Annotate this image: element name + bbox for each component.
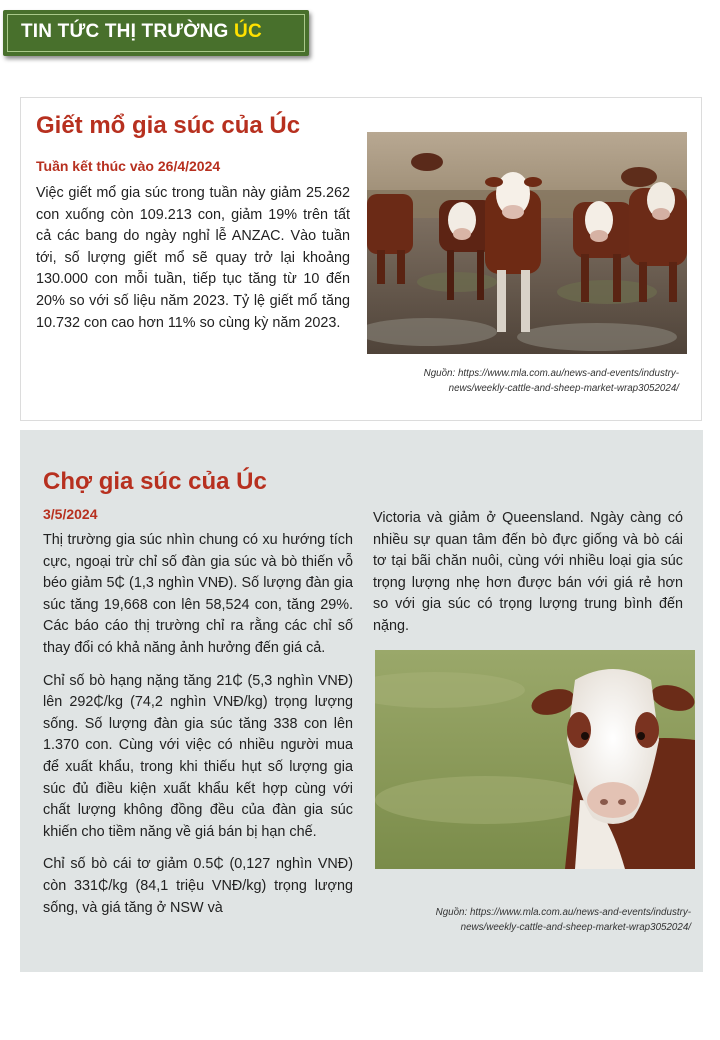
market-paragraph-2: Chỉ số bò hạng nặng tăng 21₵ (5,3 nghìn VNĐ) lên 292₵/kg (74,2 nghìn VNĐ/kg) trọng lượng sống. Số lượng đàn gia súc tăng 338 con lên 1.370 con. Cùng với việc có nhiều người mua để xuất khẩu, trong khi thiếu hụt số lượng gia súc đủ điều kiện xuất khẩu kết hợp cùng với chất lượng không đồng đều của đàn gia súc khiến cho tiềm năng về giá bán bị hạn chế.: [43, 672, 353, 840]
slaughter-source-line1: Nguồn: https://www.mla.com.au/news-and-events/industry-: [423, 368, 679, 379]
market-source: [436, 905, 691, 935]
market-right-column: [373, 508, 683, 649]
slaughter-title: Giết mổ gia súc của Úc: [36, 112, 301, 139]
banner-title-accent: ÚC: [234, 21, 262, 42]
market-paragraph-3: Chỉ số bò cái tơ giảm 0.5₵ (0,127 nghìn VNĐ) còn 331₵/kg (84,1 triệu VNĐ/kg) trọng lượng sống, và giá tăng ở NSW và: [43, 856, 353, 916]
market-source-line2: news/weekly-cattle-and-sheep-market-wrap3052024/: [460, 922, 691, 933]
cattle-herd-photo: [367, 132, 687, 354]
slaughter-source-line2: news/weekly-cattle-and-sheep-market-wrap3052024/: [448, 383, 679, 394]
hereford-cow-photo: [375, 650, 695, 869]
market-paragraph-1: Thị trường gia súc nhìn chung có xu hướng tích cực, ngoại trừ chỉ số đàn gia súc và bò thiến vỗ béo giảm 5₵ (1,3 nghìn VNĐ). Số lượng đàn gia súc tăng 19,668 con lên 58,524 con, tăng 29%. Các báo cáo thị trường chỉ ra rằng các chỉ số thay đổi có khả năng ảnh hưởng đến giá cả.: [43, 532, 353, 656]
market-source-line1: Nguồn: https://www.mla.com.au/news-and-events/industry-: [435, 907, 691, 918]
header-banner: [3, 10, 309, 56]
market-date: 3/5/2024: [43, 506, 98, 522]
banner-title: [21, 21, 262, 43]
slaughter-paragraph: Việc giết mổ gia súc trong tuần này giảm 25.262 con xuống còn 109.213 con, giảm 19% trên tất cả các bang do ngày nghỉ lễ ANZAC. Vào tuần tới, số lượng giết mổ sẽ quay trở lại khoảng 130.000 con mỗi tuần, tiếp tục tăng từ 10 đến 20% so với số liệu năm 2023. Tỷ lệ giết mổ tăng 10.732 con cao hơn 11% so cùng kỳ năm 2023.: [36, 185, 350, 331]
market-title: Chợ gia súc của Úc: [43, 468, 267, 495]
market-left-column: [43, 530, 353, 930]
slaughter-date: Tuần kết thúc vào 26/4/2024: [36, 158, 221, 174]
market-paragraph-4: Victoria và giảm ở Queensland. Ngày càng có nhiều sự quan tâm đến bò đực giống và bò cái tơ tại bãi chăn nuôi, cùng với nhiều loại gia súc trọng lượng nhẹ hơn được bán với giá rẻ hơn so với gia súc có trọng lượng trung bình đến nặng.: [373, 510, 683, 634]
slaughter-section: [20, 97, 702, 421]
cattle-market-section: [20, 430, 703, 972]
banner-title-main: TIN TỨC THỊ TRƯỜNG: [21, 21, 229, 42]
slaughter-source: [424, 366, 679, 396]
slaughter-body: [36, 183, 350, 345]
